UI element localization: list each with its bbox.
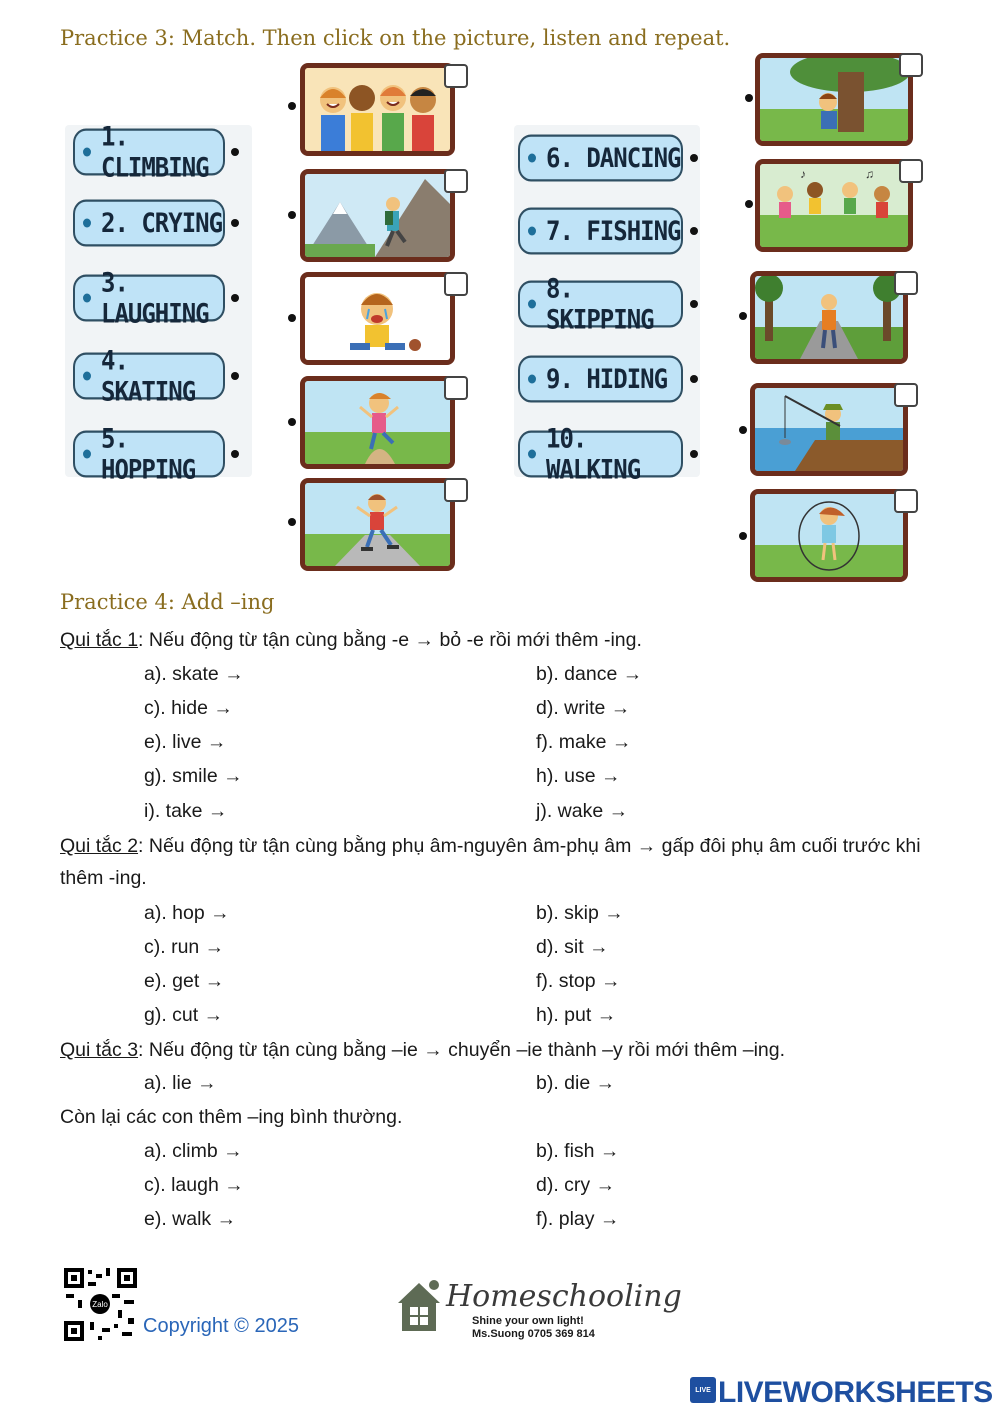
rule1-item: f). make → [536, 731, 632, 753]
match-dot-word-2[interactable] [231, 219, 239, 227]
word-pill-hiding: 9. HIDING [518, 355, 683, 402]
word-pill-fishing: 7. FISHING [518, 207, 683, 254]
match-dot-picture-i[interactable] [739, 426, 747, 434]
match-dot-picture-j[interactable] [739, 532, 747, 540]
rule1-item: j). wake → [536, 800, 629, 822]
picture-children-dancing[interactable] [755, 159, 913, 252]
rule1-item: c). hide → [144, 697, 233, 719]
checkbox-picture-c[interactable] [444, 272, 468, 296]
boy-hiding-icon [760, 58, 908, 141]
rule3-text: Qui tắc 3: Nếu động từ tận cùng bằng –ie → chuyển –ie thành –y rồi mới thêm –ing. [60, 1039, 786, 1061]
checkbox-picture-e[interactable] [444, 478, 468, 502]
rest-item: b). fish → [536, 1140, 620, 1162]
logo-contact: Ms.Suong 0705 369 814 [472, 1328, 595, 1340]
homeschooling-logo [392, 1275, 682, 1349]
practice3-heading: Practice 3: Match. Then click on the picture, listen and repeat. [60, 26, 731, 50]
match-dot-picture-h[interactable] [739, 312, 747, 320]
checkbox-picture-i[interactable] [894, 383, 918, 407]
girl-skipping-icon [755, 494, 903, 577]
rule1-item: e). live → [144, 731, 227, 753]
match-dot-word-4[interactable] [231, 372, 239, 380]
match-dot-word-7[interactable] [690, 227, 698, 235]
match-dot-word-3[interactable] [231, 294, 239, 302]
rule1-item: h). use → [536, 765, 621, 787]
match-dot-word-5[interactable] [231, 450, 239, 458]
checkbox-picture-a[interactable] [444, 64, 468, 88]
match-dot-picture-b[interactable] [288, 211, 296, 219]
match-dot-picture-a[interactable] [288, 102, 296, 110]
picture-girl-skipping[interactable] [750, 489, 908, 582]
match-dot-word-6[interactable] [690, 154, 698, 162]
svg-text:Zalo: Zalo [92, 1300, 108, 1309]
checkbox-picture-g[interactable] [899, 159, 923, 183]
rule2-item: a). hop → [144, 902, 230, 924]
picture-man-walking[interactable] [750, 271, 908, 364]
man-fishing-icon [755, 388, 903, 471]
rest-item: a). climb → [144, 1140, 243, 1162]
match-dot-word-1[interactable] [231, 148, 239, 156]
picture-friends-laughing[interactable] [300, 63, 455, 156]
house-icon [396, 1277, 442, 1337]
rule1-item: d). write → [536, 697, 631, 719]
girl-climbing-icon [305, 174, 450, 257]
rest-item: f). play → [536, 1208, 620, 1230]
picture-boy-crying[interactable] [300, 272, 455, 365]
man-walking-icon [755, 276, 903, 359]
children-dancing-icon [760, 164, 908, 247]
word-pill-crying: 2. CRYING [73, 199, 225, 246]
match-dot-word-9[interactable] [690, 375, 698, 383]
rule1-text: Qui tắc 1: Nếu động từ tận cùng bằng -e → bỏ -e rồi mới thêm -ing. [60, 629, 642, 651]
rule1-item: b). dance → [536, 663, 643, 685]
rule2-item: g). cut → [144, 1004, 224, 1026]
rest-item: d). cry → [536, 1174, 616, 1196]
match-dot-picture-c[interactable] [288, 314, 296, 322]
rule1-item: a). skate → [144, 663, 244, 685]
word-pill-skating: 4. SKATING [73, 352, 225, 399]
checkbox-picture-d[interactable] [444, 376, 468, 400]
word-pill-hopping: 5. HOPPING [73, 430, 225, 477]
rule3-item: b). die → [536, 1072, 616, 1094]
checkbox-picture-h[interactable] [894, 271, 918, 295]
rule2-text: Qui tắc 2: Nếu động từ tận cùng bằng phụ âm-nguyên âm-phụ âm → gấp đôi phụ âm cuối trước khi thêm -ing. [60, 835, 921, 889]
svg-text:♫: ♫ [865, 167, 874, 181]
rule3-item: a). lie → [144, 1072, 217, 1094]
word-pill-dancing: 6. DANCING [518, 134, 683, 181]
match-dot-word-8[interactable] [690, 300, 698, 308]
rest-item: e). walk → [144, 1208, 237, 1230]
rule2-item: c). run → [144, 936, 225, 958]
match-dot-picture-f[interactable] [745, 94, 753, 102]
friends-laughing-icon [305, 68, 450, 151]
match-dot-picture-g[interactable] [745, 200, 753, 208]
picture-boy-skating[interactable] [300, 478, 455, 571]
word-pill-skipping: 8. SKIPPING [518, 280, 683, 327]
word-pill-walking: 10. WALKING [518, 430, 683, 477]
copyright-text: Copyright © 2025 [143, 1315, 299, 1337]
rest-item: c). laugh → [144, 1174, 244, 1196]
checkbox-picture-b[interactable] [444, 169, 468, 193]
practice4-heading: Practice 4: Add –ing [60, 590, 275, 614]
match-dot-picture-d[interactable] [288, 418, 296, 426]
word-pill-climbing: 1. CLIMBING [73, 128, 225, 175]
logo-tagline: Shine your own light! [472, 1315, 584, 1327]
liveworksheets-badge-icon: LIVE [690, 1377, 716, 1403]
boy-crying-icon [305, 277, 450, 360]
match-dot-picture-e[interactable] [288, 518, 296, 526]
checkbox-picture-f[interactable] [899, 53, 923, 77]
match-dot-word-10[interactable] [690, 450, 698, 458]
girl-hopping-icon [305, 381, 450, 464]
boy-skating-icon [305, 483, 450, 566]
rule2-item: e). get → [144, 970, 225, 992]
rule2-item: h). put → [536, 1004, 617, 1026]
rule2-item: d). sit → [536, 936, 609, 958]
picture-girl-hopping[interactable] [300, 376, 455, 469]
svg-text:♪: ♪ [800, 167, 806, 181]
qr-code-icon [62, 1266, 139, 1343]
picture-girl-climbing[interactable] [300, 169, 455, 262]
rule2-item: f). stop → [536, 970, 621, 992]
liveworksheets-brand: LIVEWORKSHEETS [718, 1376, 993, 1409]
checkbox-picture-j[interactable] [894, 489, 918, 513]
rule2-item: b). skip → [536, 902, 624, 924]
word-pill-laughing: 3. LAUGHING [73, 274, 225, 321]
picture-man-fishing[interactable] [750, 383, 908, 476]
rule1-item: g). smile → [144, 765, 243, 787]
logo-title: Homeschooling [446, 1279, 682, 1314]
rest-rule-text: Còn lại các con thêm –ing bình thường. [60, 1106, 403, 1128]
picture-boy-hiding[interactable] [755, 53, 913, 146]
rule1-item: i). take → [144, 800, 228, 822]
